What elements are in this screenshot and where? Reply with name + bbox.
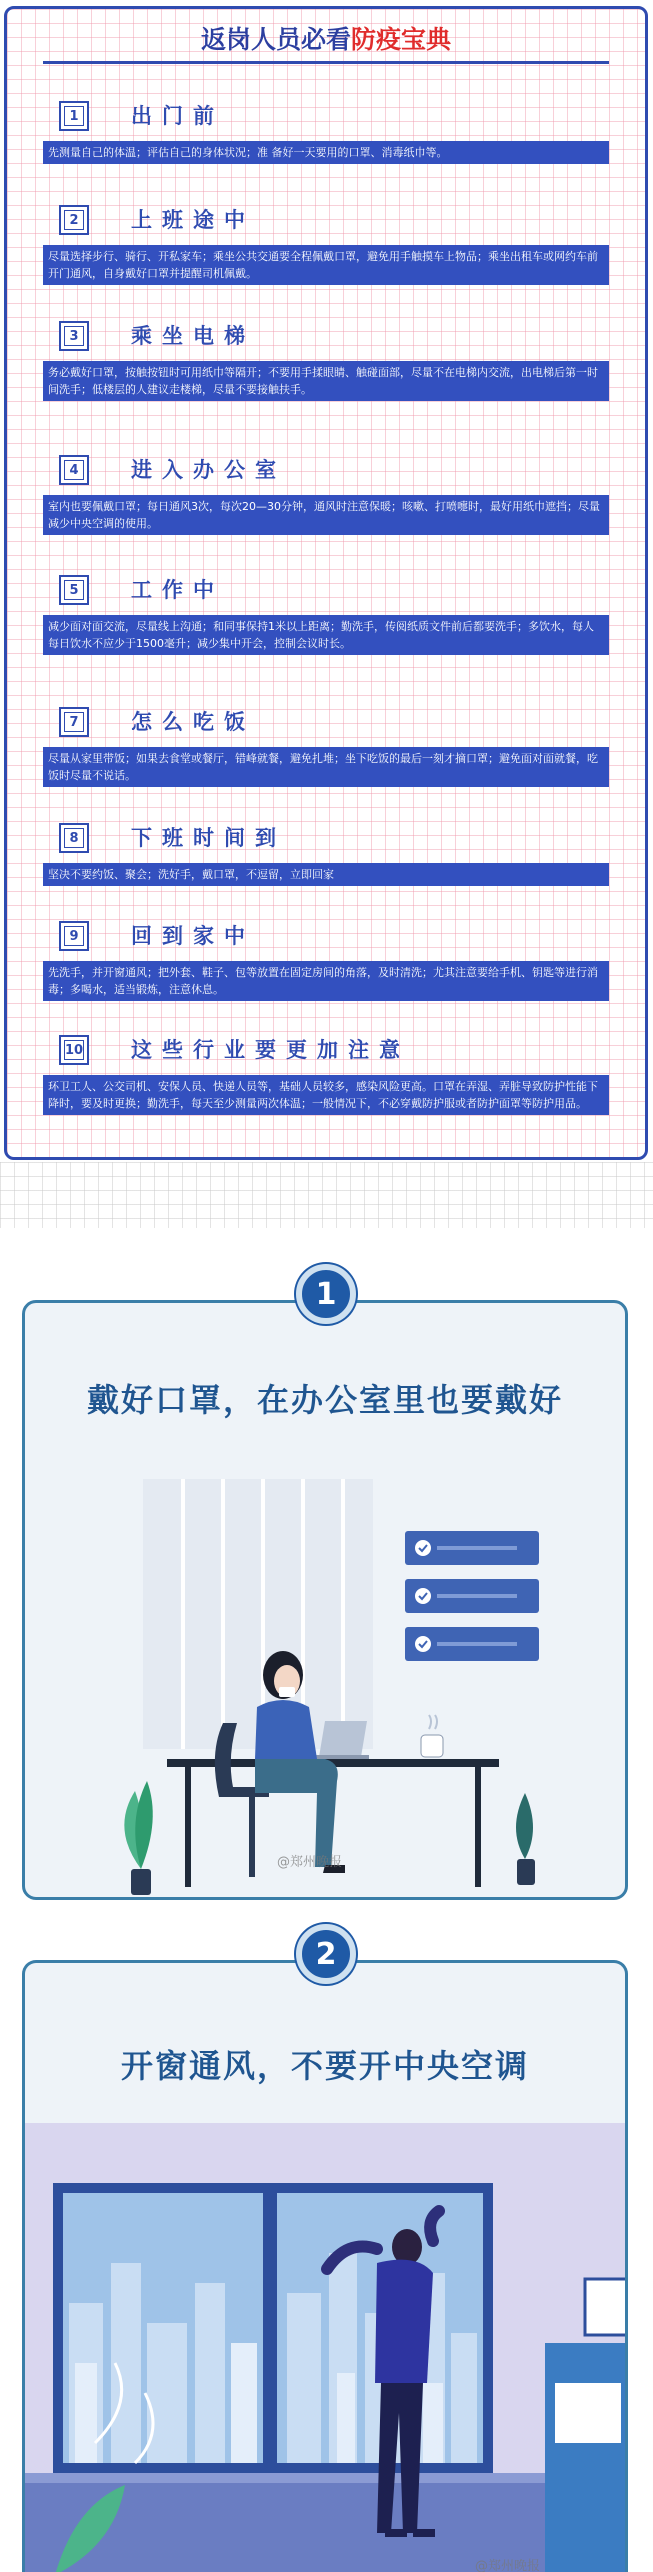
section-number-badge: 1 — [59, 101, 89, 131]
grid-spacer — [0, 1162, 653, 1228]
card-mask-office — [22, 1300, 628, 1900]
section-body: 先测量自己的体温；评估自己的身体状况；准 备好一天要用的口罩、消毒纸巾等。 — [43, 141, 609, 164]
section-title: 怎么吃饭 — [131, 710, 255, 734]
section-title: 这些行业要更加注意 — [131, 1038, 410, 1062]
watermark: @郑州晚报 — [475, 2559, 541, 2572]
guide-title-rule — [43, 61, 609, 64]
section-body: 室内也要佩戴口罩；每日通风3次，每次20—30分钟，通风时注意保暖；咳嗽、打喷嚏时，最好用纸巾遮挡；尽量减少中央空调的使用。 — [43, 495, 609, 535]
section-title: 回到家中 — [131, 924, 255, 948]
watermark: @郑州晚报 — [277, 1855, 343, 1870]
section-number-badge: 9 — [59, 921, 89, 951]
section-number-badge: 8 — [59, 823, 89, 853]
section-number-badge: 4 — [59, 455, 89, 485]
ventilation-illustration — [25, 1963, 628, 2572]
section-body: 减少面对面交流，尽量线上沟通；和同事保持1米以上距离；勤洗手，传阅纸质文件前后都要洗手；多饮水，每人每日饮水不应少于1500毫升；减少集中开会，控制会议时长。 — [43, 615, 609, 655]
checklist-icon — [405, 1531, 539, 1661]
guide-card — [4, 6, 648, 1160]
card-title: 开窗通风，不要开中央空调 — [120, 2047, 529, 2085]
card-title: 戴好口罩，在办公室里也要戴好 — [86, 1381, 563, 1419]
office-illustration — [25, 1303, 628, 1900]
section-number-badge: 3 — [59, 321, 89, 351]
section-body: 务必戴好口罩，按触按钮时可用纸巾等隔开；不要用手揉眼睛、触碰面部，尽量不在电梯内交流，出电梯后第一时间洗手；低楼层的人建议走楼梯，尽量不要接触扶手。 — [43, 361, 609, 401]
section-title: 乘坐电梯 — [131, 324, 255, 348]
guide-title-prefix: 返岗人员必看 — [200, 25, 351, 54]
guide-title — [43, 17, 609, 63]
section-number-badge: 5 — [59, 575, 89, 605]
section-body: 环卫工人、公交司机、安保人员、快递人员等，基础人员较多，感染风险更高。口罩在弄湿、弄脏导致防护性能下降时，要及时更换；勤洗手，每天至少测量两次体温；一般情况下，不必穿戴防护服或者防护面罩等防护用品。 — [43, 1075, 609, 1115]
section-title: 工作中 — [131, 578, 224, 602]
section-title: 出门前 — [131, 104, 224, 128]
section-body: 尽量选择步行、骑行、开私家车；乘坐公共交通要全程佩戴口罩，避免用手触摸车上物品；乘坐出租车或网约车前开门通风，自身戴好口罩并提醒司机佩戴。 — [43, 245, 609, 285]
section-title: 上班途中 — [131, 208, 255, 232]
section-title: 下班时间到 — [131, 826, 286, 850]
section-body: 尽量从家里带饭；如果去食堂或餐厅，错峰就餐，避免扎堆；坐下吃饭的最后一刻才摘口罩；避免面对面就餐，吃饭时尽量不说话。 — [43, 747, 609, 787]
section-title: 进入办公室 — [131, 458, 286, 482]
card-number-badge: 1 — [296, 1264, 356, 1324]
section-number-badge: 10 — [59, 1035, 89, 1065]
card-ventilation — [22, 1960, 628, 2572]
guide-title-accent: 防疫宝典 — [351, 25, 452, 54]
section-number-badge: 7 — [59, 707, 89, 737]
section-body: 先洗手，并开窗通风；把外套、鞋子、包等放置在固定房间的角落，及时清洗；尤其注意要给手机、钥匙等进行消毒；多喝水，适当锻炼，注意休息。 — [43, 961, 609, 1001]
section-body: 坚决不要约饭、聚会；洗好手，戴口罩，不逗留，立即回家 — [43, 863, 609, 886]
card-number-badge: 2 — [296, 1924, 356, 1984]
section-number-badge: 2 — [59, 205, 89, 235]
